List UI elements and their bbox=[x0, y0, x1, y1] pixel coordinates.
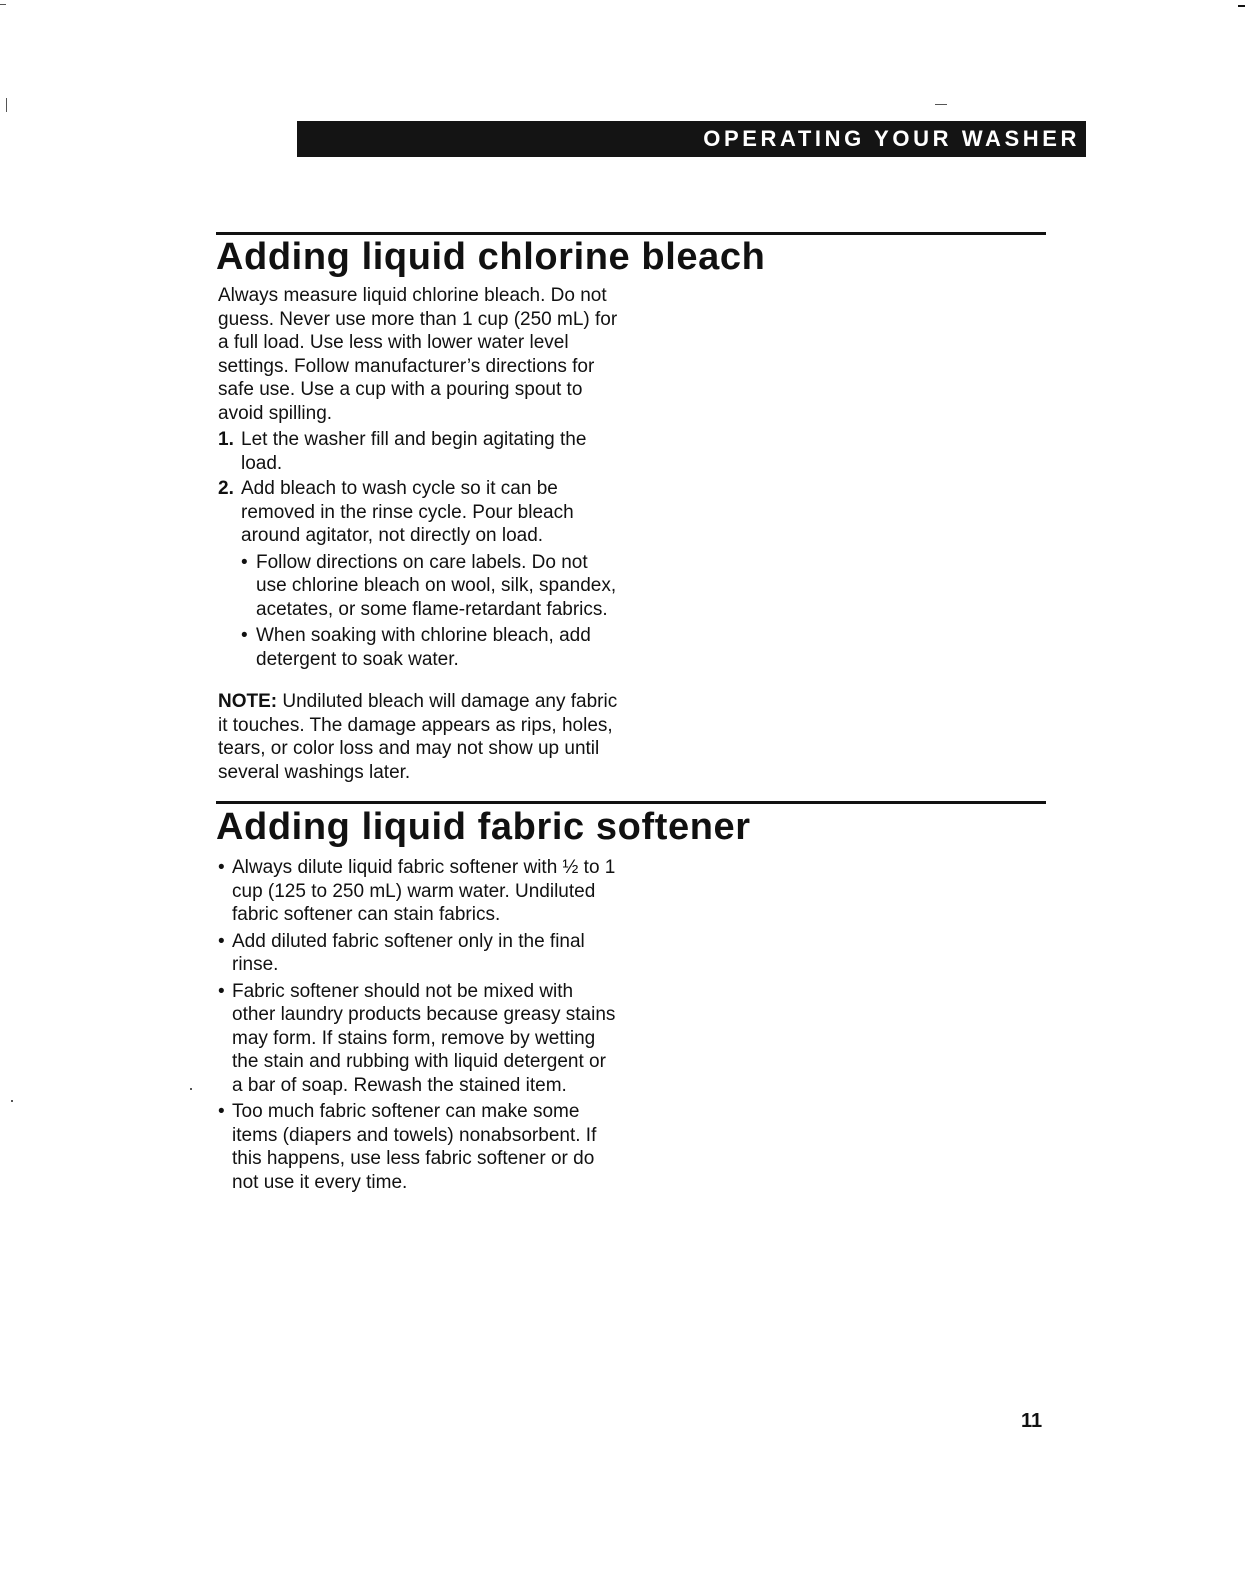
bullet-text: Always dilute liquid fabric softener with ½ to 1 cup (125 to 250 mL) warm water. Undiluted fabric softener can stain fabrics. bbox=[232, 857, 616, 925]
bullet-text: Fabric softener should not be mixed with other laundry products because greasy stains may form. If stains form, remove by wetting the stain and rubbing with liquid detergent or a bar of soap. Rewash the stained item. bbox=[232, 980, 616, 1096]
scan-mark bbox=[1238, 5, 1245, 7]
scan-mark bbox=[190, 1088, 192, 1090]
page-number: 11 bbox=[1021, 1410, 1043, 1432]
note-text: Undiluted bleach will damage any fabric it touches. The damage appears as rips, holes, tears, or color loss and may not show up until several washings later. bbox=[218, 691, 618, 783]
section-divider bbox=[216, 801, 1046, 804]
bullet-icon: • bbox=[218, 980, 225, 1002]
bleach-section-title: Adding liquid chlorine bleach bbox=[216, 236, 766, 278]
sub-bullet-item bbox=[218, 551, 618, 622]
scan-mark bbox=[935, 104, 947, 105]
bullet-icon: • bbox=[218, 1101, 225, 1122]
scan-mark bbox=[11, 1100, 13, 1102]
bullet-text: Too much fabric softener can make some items (diapers and towels) nonabsorbent. If this happens, use less fabric softener or do not use it every time. bbox=[232, 1101, 597, 1193]
bullet-icon: • bbox=[241, 625, 248, 646]
bullet-icon: • bbox=[218, 857, 225, 878]
step-text: Let the washer fill and begin agitating the load. bbox=[241, 429, 587, 474]
bullet-icon: • bbox=[241, 551, 248, 573]
softener-section-title: Adding liquid fabric softener bbox=[216, 806, 751, 848]
step-number: 2. bbox=[218, 478, 234, 499]
bullet-item bbox=[218, 980, 618, 1098]
note-label: NOTE: bbox=[218, 691, 278, 712]
step-item bbox=[218, 477, 618, 548]
softener-section-body bbox=[218, 856, 618, 1194]
bleach-note bbox=[218, 690, 618, 784]
sub-bullet-item bbox=[218, 624, 618, 671]
bullet-item bbox=[218, 856, 618, 927]
scan-mark bbox=[0, 4, 6, 5]
sub-bullet-text: Follow directions on care labels. Do not use chlorine bleach on wool, silk, spandex, acetates, or some flame-retardant fabrics. bbox=[256, 551, 617, 620]
bleach-section-body bbox=[218, 284, 618, 784]
bullet-item bbox=[218, 1100, 618, 1194]
header-bar bbox=[297, 121, 1086, 157]
step-number: 1. bbox=[218, 429, 234, 450]
step-text: Add bleach to wash cycle so it can be removed in the rinse cycle. Pour bleach around agitator, not directly on load. bbox=[241, 478, 574, 546]
step-item bbox=[218, 428, 618, 475]
scan-mark bbox=[6, 98, 7, 112]
bullet-text: Add diluted fabric softener only in the final rinse. bbox=[232, 930, 585, 975]
bleach-intro: Always measure liquid chlorine bleach. Do not guess. Never use more than 1 cup (250 mL) for a full load. Use less with lower water level settings. Follow manufacturer’s directions for safe use. Use a cup with a pouring spout to avoid spilling. bbox=[218, 285, 618, 424]
sub-bullet-text: When soaking with chlorine bleach, add detergent to soak water. bbox=[256, 625, 591, 670]
header-title: OPERATING YOUR WASHER bbox=[703, 126, 1080, 151]
bullet-item bbox=[218, 930, 618, 977]
bullet-icon: • bbox=[218, 930, 225, 952]
